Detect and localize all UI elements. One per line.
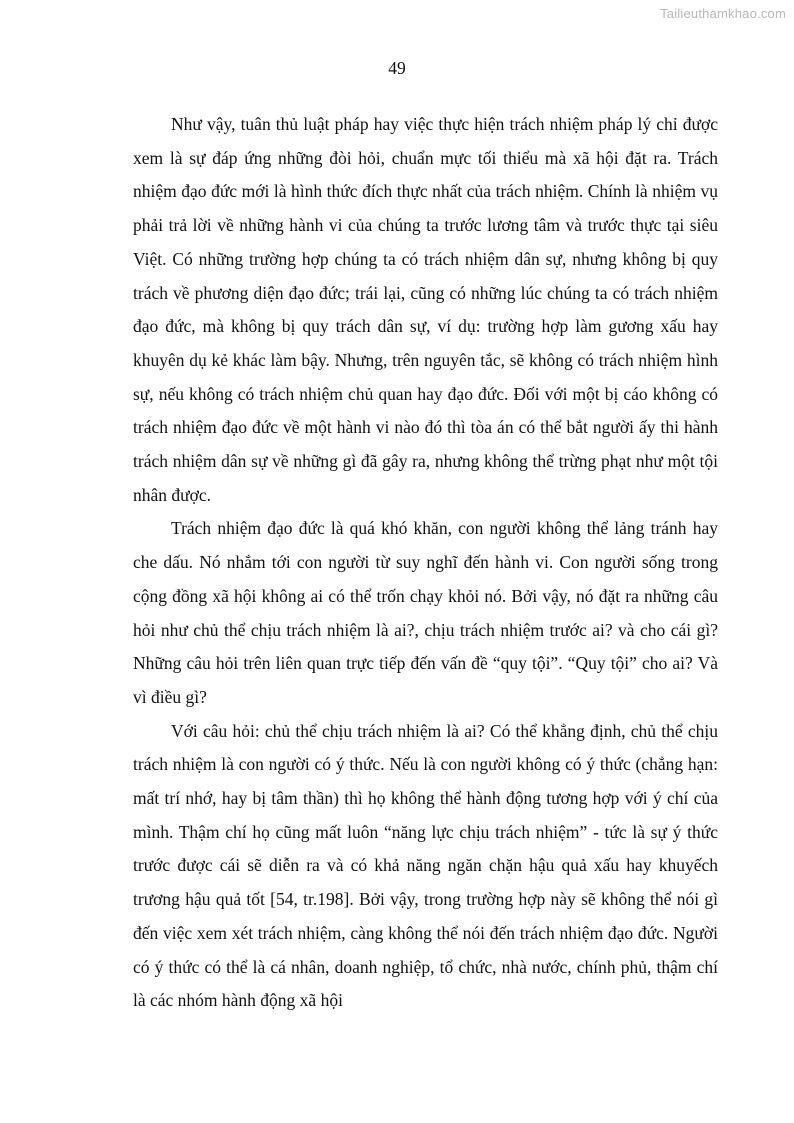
paragraph: Như vậy, tuân thủ luật pháp hay việc thực hiện trách nhiệm pháp lý chỉ được xem là sự đáp ứng những đòi hỏi, chuẩn mực tối thiểu mà xã hội đặt ra. Trách nhiệm đạo đức mới là hình thức đích thực nhất của trách nhiệm. Chính là nhiệm vụ phải trả lời về những hành vi của chúng ta trước lương tâm và trước thực tại siêu Việt. Có những trường hợp chúng ta có trách nhiệm dân sự, nhưng không bị quy trách về phương diện đạo đức; trái lại, cũng có những lúc chúng ta có trách nhiệm đạo đức, mà không bị quy trách dân sự, ví dụ: trường hợp làm gương xấu hay khuyên dụ kẻ khác làm bậy. Nhưng, trên nguyên tắc, sẽ không có trách nhiệm hình sự, nếu không có trách nhiệm chủ quan hay đạo đức. Đối với một bị cáo không có trách nhiệm đạo đức về một hành vi nào đó thì tòa án có thể bắt người ấy thi hành trách nhiệm dân sự về những gì đã gây ra, nhưng không thể trừng phạt như một tội nhân được. xyxy=(133,114,718,505)
paragraph: Trách nhiệm đạo đức là quá khó khăn, con người không thể lảng tránh hay che dấu. Nó nhắm tới con người từ suy nghĩ đến hành vi. Con người sống trong cộng đồng xã hội không ai có thể trốn chạy khỏi nó. Bởi vậy, nó đặt ra những câu hỏi như chủ thể chịu trách nhiệm là ai?, chịu trách nhiệm trước ai? và cho cái gì? Những câu hỏi trên liên quan trực tiếp đến vấn đề “quy tội”. “Quy tội” cho ai? Và vì điều gì? xyxy=(133,518,718,707)
paragraph: Với câu hỏi: chủ thể chịu trách nhiệm là ai? Có thể khẳng định, chủ thể chịu trách nhiệm là con người có ý thức. Nếu là con người không có ý thức (chẳng hạn: mất trí nhớ, hay bị tâm thần) thì họ không thể hành động tương hợp với ý chí của mình. Thậm chí họ cũng mất luôn “năng lực chịu trách nhiệm” - tức là sự ý thức trước được cái sẽ diễn ra và có khả năng ngăn chặn hậu quả xấu hay khuyếch trương hậu quả tốt [54, tr.198]. Bởi vậy, trong trường hợp này sẽ không thể nói gì đến việc xem xét trách nhiệm, càng không thể nói đến trách nhiệm đạo đức. Người có ý thức có thể là cá nhân, doanh nghiệp, tổ chức, nhà nước, chính phủ, thậm chí là các nhóm hành động xã hội xyxy=(133,720,718,1011)
page-number: 49 xyxy=(388,58,406,78)
document-body xyxy=(133,108,718,1018)
watermark-text: Tailieuthamkhao.com xyxy=(660,6,786,21)
